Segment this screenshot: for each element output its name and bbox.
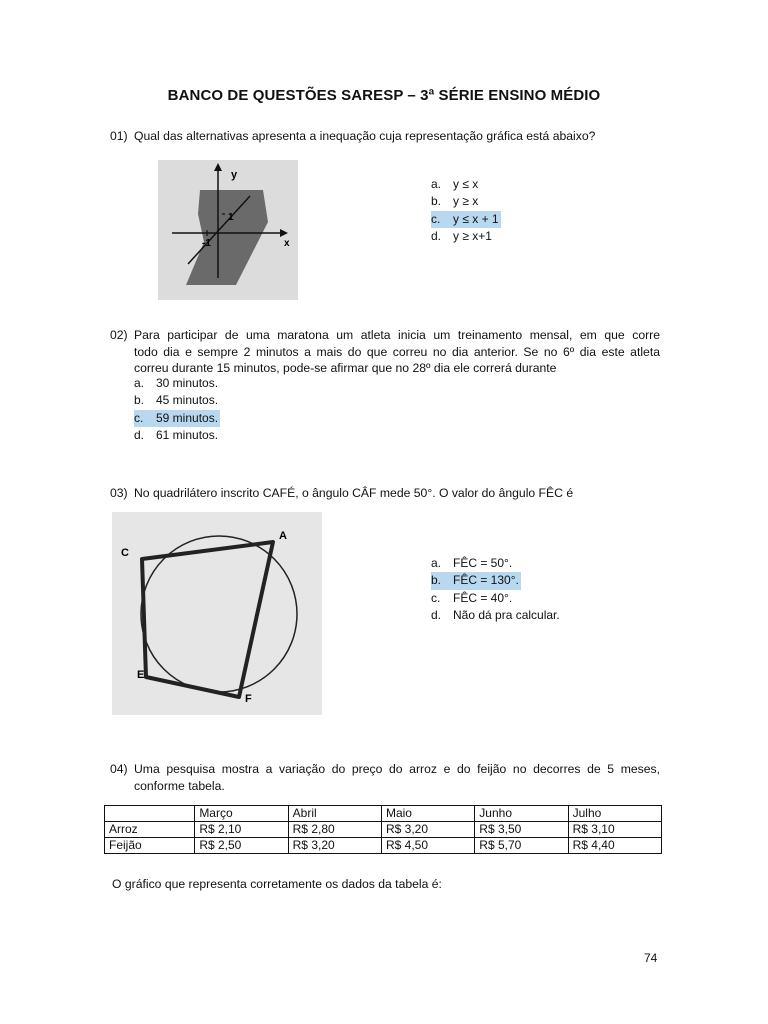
tick-label-minus-one: -1 (202, 238, 211, 249)
table-header-row (105, 806, 662, 822)
question-number: 04) (110, 762, 128, 776)
q1-options (431, 176, 501, 245)
table-cell (105, 806, 195, 822)
inscribed-quadrilateral-figure (112, 512, 322, 715)
table-row (105, 838, 662, 854)
option-c-highlighted[interactable]: c. 59 minutos. (134, 410, 220, 427)
q3-options (431, 555, 560, 624)
option-b-highlighted[interactable]: b. FÊC = 130°. (431, 572, 521, 589)
table-header: Julho (568, 806, 661, 822)
price-table (104, 805, 662, 854)
table-cell: R$ 3,50 (475, 822, 568, 838)
page-number: 74 (644, 951, 658, 965)
question-4-followup: O gráfico que representa corretamente os dados da tabela é: (112, 877, 442, 891)
option-a[interactable]: a. FÊC = 50°. (431, 556, 513, 570)
table-cell: R$ 5,70 (475, 838, 568, 854)
table-cell: R$ 2,50 (195, 838, 288, 854)
question-3 (110, 485, 670, 502)
option-d[interactable]: d. Não dá pra calcular. (431, 607, 560, 622)
question-number: 01) (110, 129, 128, 143)
vertex-label-c: C (121, 547, 129, 559)
table-header: Junho (475, 806, 568, 822)
vertex-label-a: A (279, 530, 287, 542)
table-row (105, 822, 662, 838)
option-b[interactable]: b. y ≥ x (431, 194, 479, 209)
axis-x-label: x (284, 238, 290, 249)
table-cell: R$ 2,80 (288, 822, 381, 838)
inequality-graph-figure (158, 160, 298, 300)
question-1 (110, 128, 670, 145)
axis-y-label: y (231, 169, 238, 181)
table-cell: R$ 4,50 (381, 838, 474, 854)
option-d[interactable]: d. y ≥ x+1 (431, 228, 492, 243)
table-cell: R$ 3,20 (288, 838, 381, 854)
table-header: Maio (381, 806, 474, 822)
table-cell: Arroz (105, 822, 195, 838)
table-header: Março (195, 806, 288, 822)
option-c-highlighted[interactable]: c. y ≤ x + 1 (431, 211, 501, 228)
tick-label-one: 1 (228, 212, 234, 223)
question-text: No quadrilátero inscrito CAFÉ, o ângulo CÂF mede 50°. O valor do ângulo FÊC é (134, 486, 574, 500)
table-cell: R$ 3,20 (381, 822, 474, 838)
table-cell: Feijão (105, 838, 195, 854)
option-d[interactable]: d. 61 minutos. (134, 427, 219, 442)
option-a[interactable]: a. 30 minutos. (134, 376, 219, 390)
vertex-label-f: F (245, 693, 252, 705)
question-number: 02) (110, 328, 128, 342)
question-number: 03) (110, 486, 128, 500)
table-cell: R$ 4,40 (568, 838, 661, 854)
option-a[interactable]: a. y ≤ x (431, 177, 479, 191)
vertex-label-e: E (137, 669, 145, 681)
q2-options (134, 375, 220, 444)
question-4: 04) Uma pesquisa mostra a variação do preço do arroz e do feijão no decorres de 5 meses, conforme tabela. (110, 762, 660, 793)
option-b[interactable]: b. 45 minutos. (134, 393, 219, 408)
table-cell: R$ 3,10 (568, 822, 661, 838)
option-c[interactable]: c. FÊC = 40°. (431, 590, 513, 605)
table-header: Abril (288, 806, 381, 822)
page-title: BANCO DE QUESTÕES SARESP – 3ª SÉRIE ENSINO MÉDIO (167, 87, 601, 104)
question-2: 02) Para participar de uma maratona um atleta inicia um treinamento mensal, em que corre todo dia e sempre 2 minutos a mais do que correu no dia anterior. Se no 6º dia este atleta correu durante 15 minutos, pode-se afirmar que no 28º dia ele correrá durante (110, 328, 660, 375)
question-text: Qual das alternativas apresenta a inequação cuja representação gráfica está abaixo? (134, 129, 596, 143)
table-cell: R$ 2,10 (195, 822, 288, 838)
